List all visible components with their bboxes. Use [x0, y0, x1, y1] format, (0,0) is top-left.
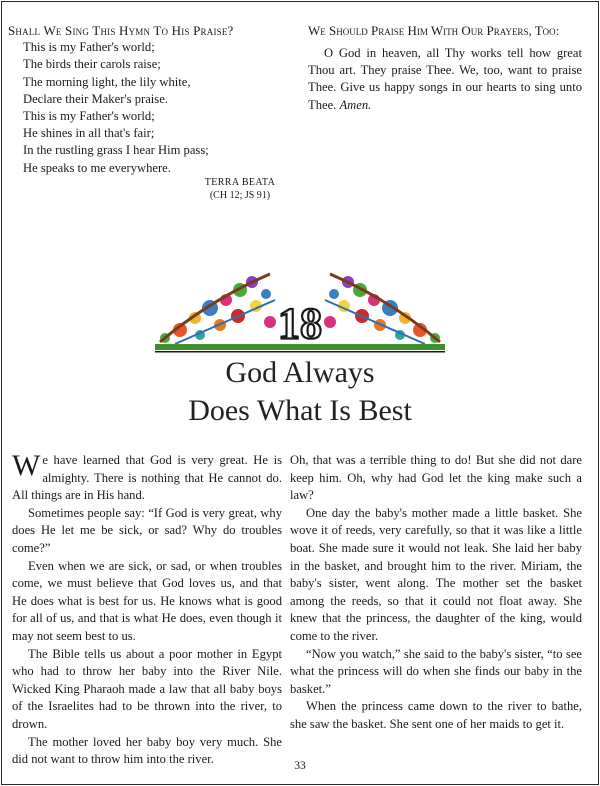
- ornament-rule-thin: [155, 351, 445, 353]
- chapter-title-line1: God Always: [225, 356, 375, 389]
- hymn-line: He shines in all that's fair;: [23, 126, 155, 141]
- tune-reference: (CH 12; JS 91): [209, 190, 271, 201]
- chapter-number: 18: [278, 299, 322, 348]
- paragraph: Oh, that was a terrible thing to do! But she did not dare keep him. Oh, why had God let the king make such a law?: [290, 453, 582, 503]
- paragraph: “Now you watch,” she said to the baby's sister, “to see what the princess will do when she finds our baby in the basket.”: [290, 646, 582, 696]
- hymn-line: This is my Father's world;: [23, 109, 155, 124]
- chapter-ornament: [140, 260, 460, 360]
- paragraph: Even when we are sick, or sad, or when troubles come, we must believe that God loves us, and that He does what is best for us. He knows what is good for all of us, and that is what He does, even though it may not seem best to us.: [12, 558, 282, 643]
- prayer-heading: We Should Praise Him With Our Prayers, Too:: [308, 23, 560, 38]
- body-column-left: [12, 449, 282, 769]
- ornament-swirls-left: [160, 274, 276, 344]
- hymn-line: Declare their Maker's praise.: [23, 91, 168, 106]
- paragraph: Sometimes people say: “If God is very great, why does He let me be sick, or sad? Why do troubles come?”: [12, 505, 282, 555]
- page-number: 33: [294, 760, 306, 772]
- hymn-verse: [8, 39, 298, 177]
- hymn-line: He speaks to me everywhere.: [23, 160, 171, 175]
- paragraph: When the princess came down to the river to bathe, she saw the basket. She sent one of her maids to get it.: [290, 699, 582, 731]
- hymn-heading: Shall We Sing This Hymn To His Praise?: [8, 23, 234, 38]
- hymn-tune-credit: [195, 176, 285, 202]
- paragraph: The Bible tells us about a poor mother in Egypt who had to throw her baby into the River Nile. Wicked King Pharaoh made a law that all baby boys of the Israelites had to be thrown into the river, to drown.: [12, 646, 282, 731]
- hymn-line: The birds their carols raise;: [23, 57, 161, 72]
- drop-cap: W: [12, 449, 41, 482]
- hymn-line: This is my Father's world;: [23, 40, 155, 55]
- body-column-right: [290, 452, 582, 734]
- paragraph: The mother loved her baby boy very much. She did not want to throw him into the river.: [12, 734, 282, 767]
- hymn-line: The morning light, the lily white,: [23, 74, 191, 89]
- prayer-amen: Amen.: [339, 97, 372, 112]
- hymn-block: [8, 22, 298, 177]
- paragraph-text: e have learned that God is very great. He is almighty. There is nothing that He cannot do. All things are in His hand.: [12, 453, 282, 503]
- prayer-block: [308, 22, 582, 114]
- prayer-text: [308, 45, 582, 114]
- paragraph: One day the baby's mother made a little basket. She wove it of reeds, very carefully, so that it was like a little boat. She made sure it would not leak. She laid her baby in the basket, and brought him to the river. Miriam, the baby's sister, went along. The mother set the basket among the reeds, so that it could not float away. She knew that the princess, the daughter of the king, would come to the river.: [290, 505, 582, 643]
- tune-name: TERRA BEATA: [204, 177, 276, 188]
- prayer-body-text: O God in heaven, all Thy works tell how great Thou art. They praise Thee. We, too, want to praise Thee. Give us happy songs in our hearts to sing unto Thee.: [308, 46, 582, 112]
- paragraph: [12, 449, 282, 505]
- hymn-line: In the rustling grass I hear Him pass;: [23, 143, 209, 158]
- chapter-title-line2: Does What Is Best: [188, 394, 412, 427]
- ornament-swirls-right: [324, 274, 440, 344]
